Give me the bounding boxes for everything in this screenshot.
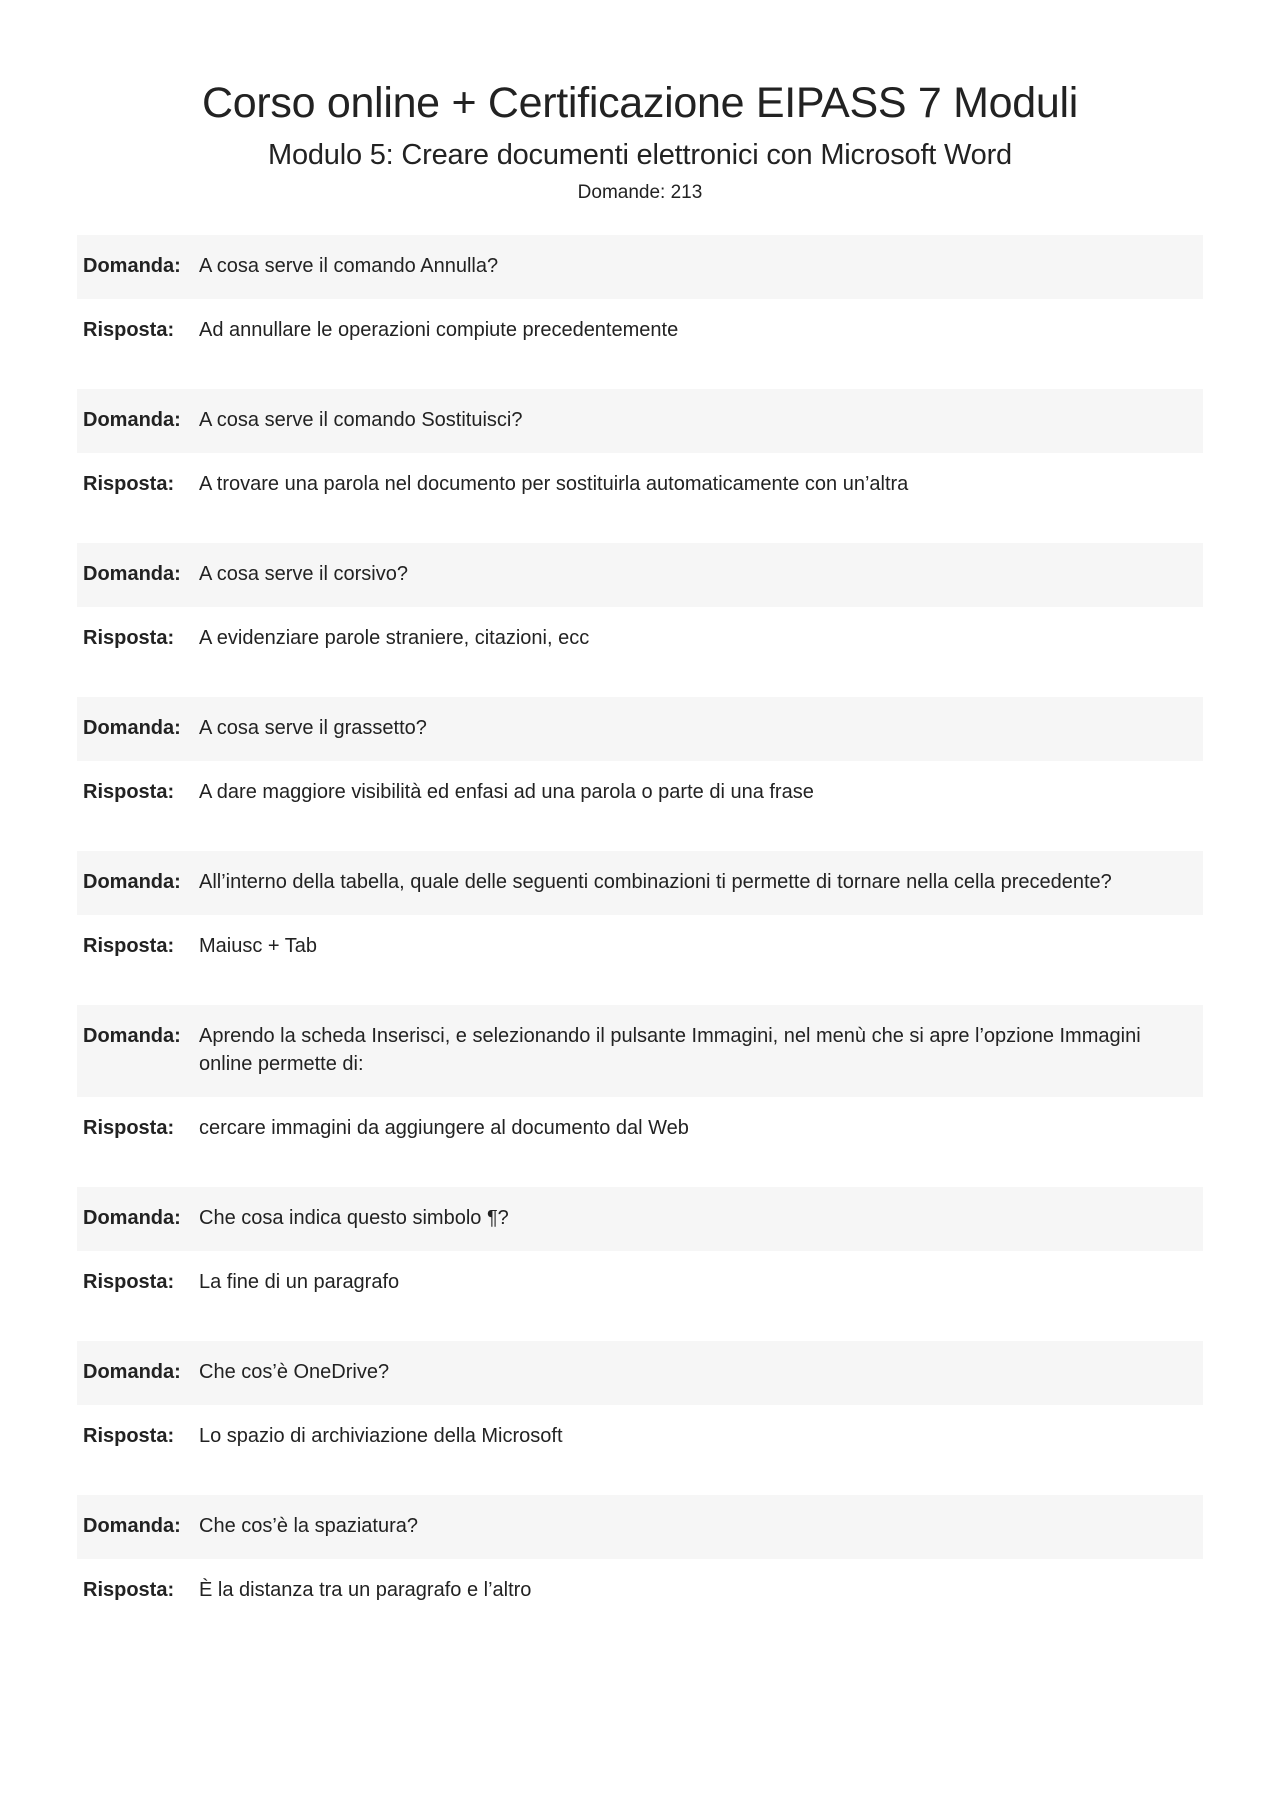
answer-row [77, 1559, 1203, 1623]
answer-row [77, 1097, 1203, 1161]
question-label: Domanda: [83, 255, 181, 277]
answer-text: Maiusc + Tab [199, 935, 318, 957]
answer-row [77, 299, 1203, 363]
question-row [77, 1495, 1203, 1559]
question-row [77, 697, 1203, 761]
question-text: All’interno della tabella, quale delle seguenti combinazioni ti permette di tornare nella cella precedente? [199, 871, 1112, 893]
question-row [77, 1341, 1203, 1405]
answer-text: Ad annullare le operazioni compiute precedentemente [199, 319, 679, 341]
qa-item [77, 1341, 1203, 1469]
answer-row [77, 915, 1203, 979]
question-label: Domanda: [83, 871, 181, 893]
question-row [77, 1187, 1203, 1251]
answer-row [77, 453, 1203, 517]
answer-label: Risposta: [83, 1271, 175, 1293]
document-header [0, 0, 1280, 206]
qa-item [77, 1495, 1203, 1623]
question-label: Domanda: [83, 1207, 181, 1229]
qa-item [77, 851, 1203, 979]
qa-item [77, 1187, 1203, 1315]
question-label: Domanda: [83, 1361, 181, 1383]
answer-label: Risposta: [83, 1117, 175, 1139]
question-text: A cosa serve il comando Annulla? [199, 255, 499, 277]
answer-text: La fine di un paragrafo [199, 1271, 400, 1293]
answer-text: A evidenziare parole straniere, citazioni, ecc [199, 627, 590, 649]
answer-text: A dare maggiore visibilità ed enfasi ad una parola o parte di una frase [199, 781, 814, 803]
question-label: Domanda: [83, 409, 181, 431]
question-row [77, 851, 1203, 915]
question-row [77, 543, 1203, 607]
question-row [77, 1005, 1203, 1097]
question-label: Domanda: [83, 1025, 181, 1047]
answer-row [77, 761, 1203, 825]
question-text: A cosa serve il grassetto? [199, 717, 427, 739]
qa-list [77, 235, 1203, 1649]
answer-label: Risposta: [83, 627, 175, 649]
answer-text: cercare immagini da aggiungere al documento dal Web [199, 1117, 689, 1139]
question-label: Domanda: [83, 563, 181, 585]
answer-row [77, 1405, 1203, 1469]
question-text: A cosa serve il comando Sostituisci? [199, 409, 523, 431]
question-text: A cosa serve il corsivo? [199, 563, 408, 585]
answer-row [77, 607, 1203, 671]
answer-text: Lo spazio di archiviazione della Microsoft [199, 1425, 563, 1447]
answer-text: È la distanza tra un paragrafo e l’altro [199, 1579, 532, 1601]
answer-text: A trovare una parola nel documento per sostituirla automaticamente con un’altra [199, 473, 909, 495]
answer-label: Risposta: [83, 1425, 175, 1447]
question-text: Che cos’è la spaziatura? [199, 1515, 419, 1537]
answer-label: Risposta: [83, 781, 175, 803]
qa-item [77, 697, 1203, 825]
qa-item [77, 543, 1203, 671]
question-row [77, 235, 1203, 299]
question-text: Che cosa indica questo simbolo ¶? [199, 1207, 509, 1229]
question-count: Domande: 213 [577, 182, 703, 203]
qa-item [77, 389, 1203, 517]
answer-label: Risposta: [83, 935, 175, 957]
question-label: Domanda: [83, 717, 181, 739]
document-subtitle: Modulo 5: Creare documenti elettronici con Microsoft Word [267, 139, 1012, 171]
qa-item [77, 235, 1203, 363]
question-text: Che cos’è OneDrive? [199, 1361, 390, 1383]
answer-label: Risposta: [83, 473, 175, 495]
answer-label: Risposta: [83, 319, 175, 341]
question-label: Domanda: [83, 1515, 181, 1537]
question-row [77, 389, 1203, 453]
question-text: Aprendo la scheda Inserisci, e selezionando il pulsante Immagini, nel menù che si apre l’opzione Immagini online permette di: [199, 1025, 1141, 1075]
document-title: Corso online + Certificazione EIPASS 7 Moduli [201, 79, 1078, 127]
answer-row [77, 1251, 1203, 1315]
qa-item [77, 1005, 1203, 1161]
answer-label: Risposta: [83, 1579, 175, 1601]
